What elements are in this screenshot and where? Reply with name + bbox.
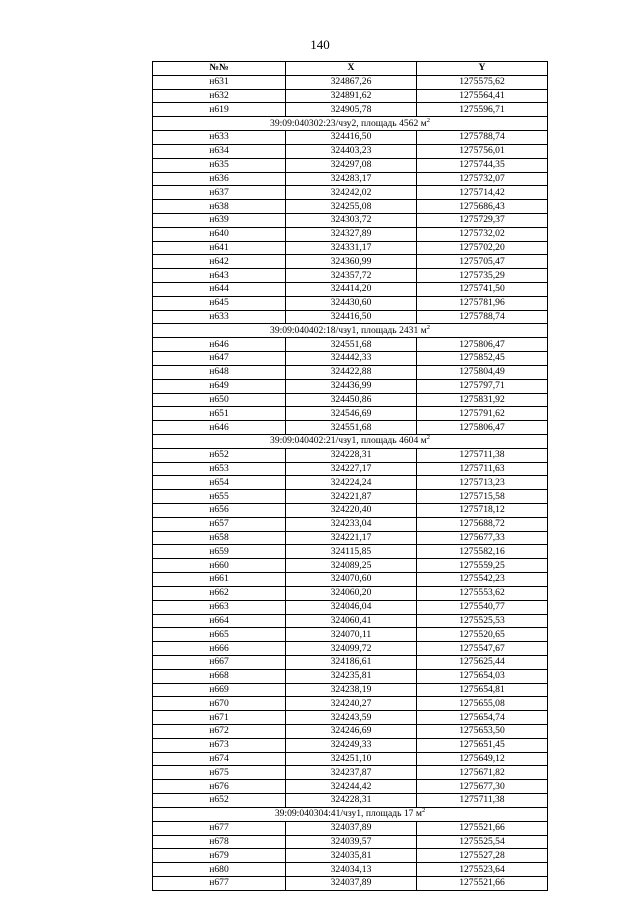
table-row [153,504,548,518]
x-coordinate-cell: 324046,04 [286,600,417,614]
table-row [153,462,548,476]
y-coordinate-cell: 1275711,38 [417,448,548,462]
table-row [153,752,548,766]
table-row [153,876,548,890]
table-row [153,669,548,683]
point-id-cell: н647 [153,352,286,366]
section-title-text: 39:09:040304:41/чзу1, площадь 17 м [274,808,422,820]
table-header-row [153,62,548,76]
point-id-cell: н643 [153,269,286,283]
y-coordinate-cell: 1275711,63 [417,462,548,476]
table-row [153,241,548,255]
table-row [153,642,548,656]
point-id-cell: н672 [153,725,286,739]
table-row [153,628,548,642]
x-coordinate-cell: 324221,17 [286,531,417,545]
point-id-cell: н633 [153,310,286,324]
y-coordinate-cell: 1275729,37 [417,213,548,227]
table-row [153,683,548,697]
section-title-superscript: 2 [426,434,430,442]
table-row [153,379,548,393]
table-row [153,296,548,310]
point-id-cell: н645 [153,296,286,310]
y-coordinate-cell: 1275547,67 [417,642,548,656]
x-coordinate-cell: 324227,17 [286,462,417,476]
table-row [153,586,548,600]
y-coordinate-cell: 1275852,45 [417,352,548,366]
point-id-cell: н659 [153,545,286,559]
table-row [153,269,548,283]
x-coordinate-cell: 324303,72 [286,213,417,227]
table-row [153,283,548,297]
x-coordinate-cell: 324224,24 [286,476,417,490]
x-coordinate-cell: 324251,10 [286,752,417,766]
y-coordinate-cell: 1275831,92 [417,393,548,407]
section-title [153,117,548,131]
x-coordinate-cell: 324905,78 [286,103,417,117]
point-id-cell: н636 [153,172,286,186]
x-coordinate-cell: 324442,33 [286,352,417,366]
point-id-cell: н668 [153,669,286,683]
x-coordinate-cell: 324416,50 [286,131,417,145]
header-x: X [286,62,417,76]
table-row [153,600,548,614]
point-id-cell: н679 [153,849,286,863]
table-row [153,352,548,366]
point-id-cell: н660 [153,559,286,573]
point-id-cell: н633 [153,131,286,145]
point-id-cell: н635 [153,158,286,172]
table-row [153,821,548,835]
section-title [153,324,548,338]
point-id-cell: н665 [153,628,286,642]
x-coordinate-cell: 324089,25 [286,559,417,573]
x-coordinate-cell: 324037,89 [286,821,417,835]
point-id-cell: н631 [153,75,286,89]
section-header-row [153,117,548,131]
y-coordinate-cell: 1275781,96 [417,296,548,310]
y-coordinate-cell: 1275525,54 [417,835,548,849]
header-y: Y [417,62,548,76]
x-coordinate-cell: 324891,62 [286,89,417,103]
y-coordinate-cell: 1275806,47 [417,421,548,435]
x-coordinate-cell: 324035,81 [286,849,417,863]
table-row [153,365,548,379]
y-coordinate-cell: 1275575,62 [417,75,548,89]
x-coordinate-cell: 324237,87 [286,766,417,780]
point-id-cell: н651 [153,407,286,421]
x-coordinate-cell: 324422,88 [286,365,417,379]
x-coordinate-cell: 324220,40 [286,504,417,518]
section-title-text: 39:09:040302:23/чзу2, площадь 4562 м [270,117,427,129]
point-id-cell: н666 [153,642,286,656]
y-coordinate-cell: 1275654,74 [417,711,548,725]
section-header-row [153,807,548,821]
table-row [153,393,548,407]
point-id-cell: н652 [153,448,286,462]
point-id-cell: н641 [153,241,286,255]
point-id-cell: н673 [153,738,286,752]
y-coordinate-cell: 1275744,35 [417,158,548,172]
y-coordinate-cell: 1275741,50 [417,283,548,297]
point-id-cell: н646 [153,338,286,352]
section-header-row [153,324,548,338]
header-num: №№ [153,62,286,76]
point-id-cell: н632 [153,89,286,103]
point-id-cell: н644 [153,283,286,297]
table-row [153,227,548,241]
y-coordinate-cell: 1275671,82 [417,766,548,780]
table-row [153,158,548,172]
y-coordinate-cell: 1275806,47 [417,338,548,352]
point-id-cell: н657 [153,517,286,531]
x-coordinate-cell: 324403,23 [286,144,417,158]
table-row [153,766,548,780]
point-id-cell: н663 [153,600,286,614]
point-id-cell: н680 [153,863,286,877]
point-id-cell: н669 [153,683,286,697]
x-coordinate-cell: 324430,60 [286,296,417,310]
table-row [153,255,548,269]
x-coordinate-cell: 324034,13 [286,863,417,877]
table-row [153,131,548,145]
point-id-cell: н655 [153,490,286,504]
table-row [153,614,548,628]
point-id-cell: н675 [153,766,286,780]
section-title-superscript: 2 [426,116,430,124]
point-id-cell: н642 [153,255,286,269]
table-row [153,421,548,435]
y-coordinate-cell: 1275791,62 [417,407,548,421]
x-coordinate-cell: 324242,02 [286,186,417,200]
table-row [153,794,548,808]
y-coordinate-cell: 1275702,20 [417,241,548,255]
y-coordinate-cell: 1275654,03 [417,669,548,683]
table-row [153,103,548,117]
x-coordinate-cell: 324099,72 [286,642,417,656]
y-coordinate-cell: 1275732,02 [417,227,548,241]
section-title-superscript: 2 [426,323,430,331]
y-coordinate-cell: 1275582,16 [417,545,548,559]
y-coordinate-cell: 1275705,47 [417,255,548,269]
x-coordinate-cell: 324233,04 [286,517,417,531]
y-coordinate-cell: 1275788,74 [417,310,548,324]
table-row [153,738,548,752]
table-row [153,490,548,504]
point-id-cell: н670 [153,697,286,711]
y-coordinate-cell: 1275653,50 [417,725,548,739]
y-coordinate-cell: 1275523,64 [417,863,548,877]
point-id-cell: н652 [153,794,286,808]
point-id-cell: н676 [153,780,286,794]
x-coordinate-cell: 324331,17 [286,241,417,255]
point-id-cell: н653 [153,462,286,476]
x-coordinate-cell: 324249,33 [286,738,417,752]
x-coordinate-cell: 324551,68 [286,338,417,352]
table-row [153,310,548,324]
table-body [153,75,548,890]
point-id-cell: н619 [153,103,286,117]
section-title-text: 39:09:040402:21/чзу1, площадь 4604 м [270,435,427,447]
y-coordinate-cell: 1275553,62 [417,586,548,600]
x-coordinate-cell: 324327,89 [286,227,417,241]
x-coordinate-cell: 324039,57 [286,835,417,849]
y-coordinate-cell: 1275540,77 [417,600,548,614]
table-row [153,711,548,725]
x-coordinate-cell: 324246,69 [286,725,417,739]
x-coordinate-cell: 324414,20 [286,283,417,297]
table-row [153,863,548,877]
y-coordinate-cell: 1275527,28 [417,849,548,863]
table-row [153,559,548,573]
point-id-cell: н677 [153,876,286,890]
y-coordinate-cell: 1275542,23 [417,573,548,587]
table-row [153,780,548,794]
y-coordinate-cell: 1275525,53 [417,614,548,628]
point-id-cell: н640 [153,227,286,241]
x-coordinate-cell: 324283,17 [286,172,417,186]
table-row [153,849,548,863]
x-coordinate-cell: 324551,68 [286,421,417,435]
point-id-cell: н667 [153,655,286,669]
y-coordinate-cell: 1275654,81 [417,683,548,697]
x-coordinate-cell: 324238,19 [286,683,417,697]
table-row [153,407,548,421]
section-title-text: 39:09:040402:18/чзу1, площадь 2431 м [270,324,427,336]
y-coordinate-cell: 1275735,29 [417,269,548,283]
table-row [153,200,548,214]
y-coordinate-cell: 1275564,41 [417,89,548,103]
point-id-cell: н677 [153,821,286,835]
section-title-superscript: 2 [421,807,426,815]
point-id-cell: н646 [153,421,286,435]
point-id-cell: н674 [153,752,286,766]
table-row [153,89,548,103]
page-number: 140 [310,37,330,52]
point-id-cell: н634 [153,144,286,158]
table-row [153,725,548,739]
point-id-cell: н637 [153,186,286,200]
table-row [153,448,548,462]
point-id-cell: н648 [153,365,286,379]
x-coordinate-cell: 324037,89 [286,876,417,890]
y-coordinate-cell: 1275649,12 [417,752,548,766]
y-coordinate-cell: 1275625,44 [417,655,548,669]
table-row [153,144,548,158]
x-coordinate-cell: 324244,42 [286,780,417,794]
section-title [153,434,548,448]
section-title [153,807,548,821]
point-id-cell: н656 [153,504,286,518]
x-coordinate-cell: 324060,20 [286,586,417,600]
x-coordinate-cell: 324360,99 [286,255,417,269]
table-row [153,172,548,186]
x-coordinate-cell: 324436,99 [286,379,417,393]
y-coordinate-cell: 1275715,58 [417,490,548,504]
point-id-cell: н671 [153,711,286,725]
table-row [153,75,548,89]
y-coordinate-cell: 1275711,38 [417,794,548,808]
table-row [153,476,548,490]
y-coordinate-cell: 1275677,30 [417,780,548,794]
y-coordinate-cell: 1275521,66 [417,876,548,890]
point-id-cell: н654 [153,476,286,490]
x-coordinate-cell: 324060,41 [286,614,417,628]
x-coordinate-cell: 324240,27 [286,697,417,711]
y-coordinate-cell: 1275686,43 [417,200,548,214]
y-coordinate-cell: 1275804,49 [417,365,548,379]
coordinates-table [152,61,548,891]
y-coordinate-cell: 1275714,42 [417,186,548,200]
y-coordinate-cell: 1275756,01 [417,144,548,158]
point-id-cell: н664 [153,614,286,628]
point-id-cell: н639 [153,213,286,227]
y-coordinate-cell: 1275651,45 [417,738,548,752]
y-coordinate-cell: 1275521,66 [417,821,548,835]
y-coordinate-cell: 1275713,23 [417,476,548,490]
x-coordinate-cell: 324228,31 [286,448,417,462]
point-id-cell: н638 [153,200,286,214]
x-coordinate-cell: 324115,85 [286,545,417,559]
section-header-row [153,434,548,448]
x-coordinate-cell: 324416,50 [286,310,417,324]
x-coordinate-cell: 324221,87 [286,490,417,504]
point-id-cell: н661 [153,573,286,587]
x-coordinate-cell: 324070,60 [286,573,417,587]
x-coordinate-cell: 324255,08 [286,200,417,214]
table-row [153,545,548,559]
y-coordinate-cell: 1275688,72 [417,517,548,531]
y-coordinate-cell: 1275797,71 [417,379,548,393]
table-row [153,531,548,545]
table-row [153,573,548,587]
table-row [153,338,548,352]
table-row [153,835,548,849]
x-coordinate-cell: 324243,59 [286,711,417,725]
point-id-cell: н662 [153,586,286,600]
table-row [153,655,548,669]
x-coordinate-cell: 324235,81 [286,669,417,683]
x-coordinate-cell: 324186,61 [286,655,417,669]
y-coordinate-cell: 1275677,33 [417,531,548,545]
x-coordinate-cell: 324450,86 [286,393,417,407]
x-coordinate-cell: 324070,11 [286,628,417,642]
table-row [153,697,548,711]
x-coordinate-cell: 324228,31 [286,794,417,808]
x-coordinate-cell: 324297,08 [286,158,417,172]
table-row [153,186,548,200]
y-coordinate-cell: 1275655,08 [417,697,548,711]
y-coordinate-cell: 1275596,71 [417,103,548,117]
y-coordinate-cell: 1275788,74 [417,131,548,145]
y-coordinate-cell: 1275718,12 [417,504,548,518]
y-coordinate-cell: 1275559,25 [417,559,548,573]
point-id-cell: н650 [153,393,286,407]
point-id-cell: н649 [153,379,286,393]
y-coordinate-cell: 1275732,07 [417,172,548,186]
table-row [153,517,548,531]
x-coordinate-cell: 324357,72 [286,269,417,283]
x-coordinate-cell: 324867,26 [286,75,417,89]
y-coordinate-cell: 1275520,65 [417,628,548,642]
x-coordinate-cell: 324546,69 [286,407,417,421]
table-row [153,213,548,227]
point-id-cell: н658 [153,531,286,545]
point-id-cell: н678 [153,835,286,849]
